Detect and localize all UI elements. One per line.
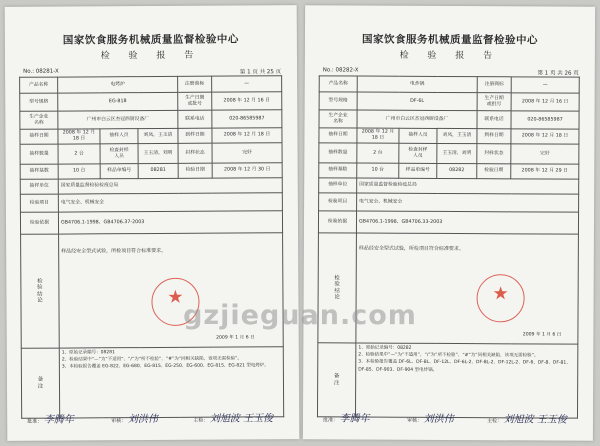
label-approved: 批准：	[27, 418, 43, 425]
signature-main	[487, 410, 567, 425]
label-base: 抽样基数	[20, 164, 58, 179]
label-seal-state: 封样状态	[477, 144, 511, 164]
value-sampling-unit: 国家质量监督检验检疫总局	[357, 178, 579, 194]
report-subtitle: 检 验 报 告	[399, 50, 501, 62]
label-conclusion: 检 验 结 论	[21, 234, 60, 348]
value-base: 10 台	[357, 163, 399, 178]
value-sample-date: 2008 年 12 月 18 日	[58, 129, 100, 144]
label-sample-number: 样品单编号	[399, 163, 437, 178]
label-main: 主检：	[486, 418, 502, 425]
value-seal-people: 王玉清，刘明	[138, 143, 178, 163]
label-standard: 检验依据	[20, 212, 58, 234]
report-title: 国家饮食服务机械质量监督检验中心	[361, 33, 538, 47]
value-seal-state: 完好	[212, 143, 282, 163]
value-seal-people: 王玉清，刘明	[437, 143, 477, 163]
sign-date: 2009 年 1 月 6 日	[216, 335, 255, 341]
label-production-date: 生产日期 或批号	[477, 93, 511, 111]
report-subtitle: 检 验 报 告	[100, 50, 202, 62]
value-sampler: 刘凤，王玉清	[437, 128, 477, 143]
value-base: 10 台	[58, 164, 100, 179]
value-quantity: 2 台	[357, 143, 399, 163]
signature-checked-name: 刘洪伟	[423, 413, 454, 426]
value-arrival-date: 2008 年 12 月 18 日	[212, 128, 282, 143]
value-product-name: 电炸锅	[357, 76, 477, 93]
report-table	[317, 75, 580, 418]
label-test-date: 检验日期	[477, 164, 511, 179]
value-production-date: 2008 年 12 月 16 日	[511, 93, 579, 111]
label-checked: 审核：	[111, 418, 127, 425]
label-sampler: 抽样人员	[399, 128, 437, 143]
label-trademark: 注册商标	[477, 77, 511, 93]
label-phone: 联系电话	[178, 110, 212, 128]
label-sample-date: 抽样日期	[20, 129, 58, 144]
label-test-items: 检验项目	[319, 193, 357, 211]
signature-main	[193, 409, 273, 424]
value-production-date: 2008 年 12 月 16 日	[212, 92, 282, 110]
label-base: 抽样基数	[319, 163, 357, 178]
signature-approved	[323, 409, 370, 424]
report-sheet-right	[303, 5, 595, 441]
label-main: 主检：	[193, 417, 209, 424]
label-model: 型号规格	[319, 92, 357, 110]
value-manufacturer: 广州市白云区杰冠西厨设备厂	[58, 110, 178, 129]
label-checked: 审核：	[406, 417, 422, 424]
value-standard: GB4706.1-1998、GB4706.33-2003	[356, 211, 578, 234]
value-sampling-unit: 国家质量监督检验检疫总局	[58, 178, 282, 194]
label-trademark: 注册商标	[178, 76, 212, 92]
label-quantity: 抽样数量	[20, 144, 58, 164]
star-icon: ★	[492, 283, 509, 305]
value-trademark: —	[511, 77, 579, 93]
value-test-date: 2008 年 12 月 30 日	[212, 163, 282, 178]
signature-checked-name: 刘洪伟	[127, 413, 158, 426]
label-test-items: 检验项目	[20, 194, 58, 212]
signature-approved-name: 李腾年	[339, 413, 370, 425]
label-product-name: 产品名称	[20, 77, 58, 93]
label-approved: 批准：	[322, 417, 338, 424]
value-phone: 020-86585987	[212, 110, 282, 128]
value-sample-date: 2008 年 12 月 18 日	[357, 128, 399, 143]
label-remarks: 备 注	[21, 348, 59, 418]
label-product-name: 产品名称	[319, 76, 357, 92]
watermark: gzjieguan.com	[183, 300, 417, 331]
value-trademark: —	[212, 76, 282, 92]
label-phone: 联系电话	[477, 111, 511, 129]
value-seal-state: 完好	[511, 144, 579, 164]
report-number: No.: 08282-X	[322, 67, 359, 74]
report-number: No.: 08281-X	[23, 68, 59, 75]
label-production-date: 生产日期 或批号	[178, 92, 212, 110]
signature-main-name: 刘旭波 王玉俊	[503, 414, 567, 426]
label-seal-people: 检查封样 人员	[100, 144, 138, 164]
label-seal-people: 检查封样 人员	[399, 143, 437, 163]
value-product-name: 电烤炉	[58, 76, 178, 93]
label-seal-state: 封样状态	[178, 143, 212, 163]
label-remarks: 备 注	[317, 343, 355, 417]
label-sampler: 抽样人员	[100, 129, 138, 144]
label-conclusion: 检 验 结 论	[318, 233, 357, 343]
page-count: 第 1 页 共 26 页	[537, 70, 579, 77]
value-quantity: 2 台	[58, 144, 100, 164]
value-manufacturer: 广州市白云区杰冠西厨设备厂	[357, 110, 477, 129]
signature-checked	[111, 410, 158, 425]
report-sheet-left	[5, 5, 300, 441]
value-conclusion: 样品经安全型式试验，所检项目符合标准要求。	[61, 247, 167, 255]
label-sampling-unit: 抽样单位	[319, 178, 357, 193]
label-sample-number: 样品单编号	[100, 164, 138, 179]
label-manufacturer: 生产企业 名称	[319, 110, 357, 128]
signature-main-name: 刘旭波 王玉俊	[209, 413, 274, 425]
value-remarks: 1、原始记录编号：08282 2、检验结果中“—”为“不适用”，“/”为“所不检验”，“#”为“同相关缺陷，该项无需检验”。 3、本检验报告覆盖 DF-6L、DF-8L、DF-12L、DF-6L-2、DF-8L-2、DF-12L-2、DF-6、DF-8、DF-81、DF-85、DF-903、DF-904 型电炸锅。	[355, 343, 577, 418]
label-standard: 检验依据	[318, 211, 356, 233]
sign-date: 2009 年 1 月 6 日	[522, 332, 562, 338]
report-title: 国家饮食服务机械质量监督检验中心	[62, 33, 239, 47]
value-phone: 020-86585987	[511, 111, 579, 129]
label-arrival-date: 到样日期	[477, 129, 511, 144]
label-arrival-date: 到样日期	[178, 128, 212, 143]
value-test-items: 电气安全、机械安全	[58, 193, 282, 212]
value-model: DF-6L	[357, 92, 477, 111]
label-manufacturer: 生产企业 名称	[20, 111, 58, 129]
label-quantity: 抽样数量	[319, 143, 357, 163]
label-sample-date: 抽样日期	[319, 128, 357, 143]
page-count: 第 1 页 共 25 页	[239, 69, 282, 76]
value-sampler: 刘凤，王玉清	[138, 128, 178, 143]
star-icon: ★	[167, 286, 184, 308]
signature-approved	[27, 410, 74, 425]
value-conclusion: 样品经安全型式试验，所检项目符合标准要求。	[358, 245, 464, 253]
value-sample-number: 08281	[138, 163, 178, 178]
value-arrival-date: 2008 年 12 月 18 日	[511, 129, 579, 144]
value-model: EG-818	[58, 92, 178, 111]
value-test-items: 电气安全、机械安全	[357, 193, 579, 212]
value-remarks: 1、原始记录编号：08281 2、检验结果中“—”为“不适用”，“/”为“所不检验”，“#”为“同相关缺陷，该项无需检验”。 3、本检验报告覆盖 EG-822、EG-680、EG-815、EG-250、EG-600、EG-815、EG-821 型电烤炉。	[59, 347, 283, 418]
label-test-date: 检验日期	[178, 163, 212, 178]
value-sample-number: 08282	[437, 163, 477, 178]
value-standard: GB4706.1-1998、GB4706.37-2003	[58, 211, 282, 234]
label-sampling-unit: 抽样单位	[20, 179, 58, 194]
signature-approved-name: 李腾年	[43, 414, 74, 426]
value-test-date: 2008 年 12 月 29 日	[511, 164, 579, 179]
signature-checked	[407, 410, 454, 425]
label-model: 型号规格	[20, 93, 58, 111]
report-table	[19, 75, 284, 419]
